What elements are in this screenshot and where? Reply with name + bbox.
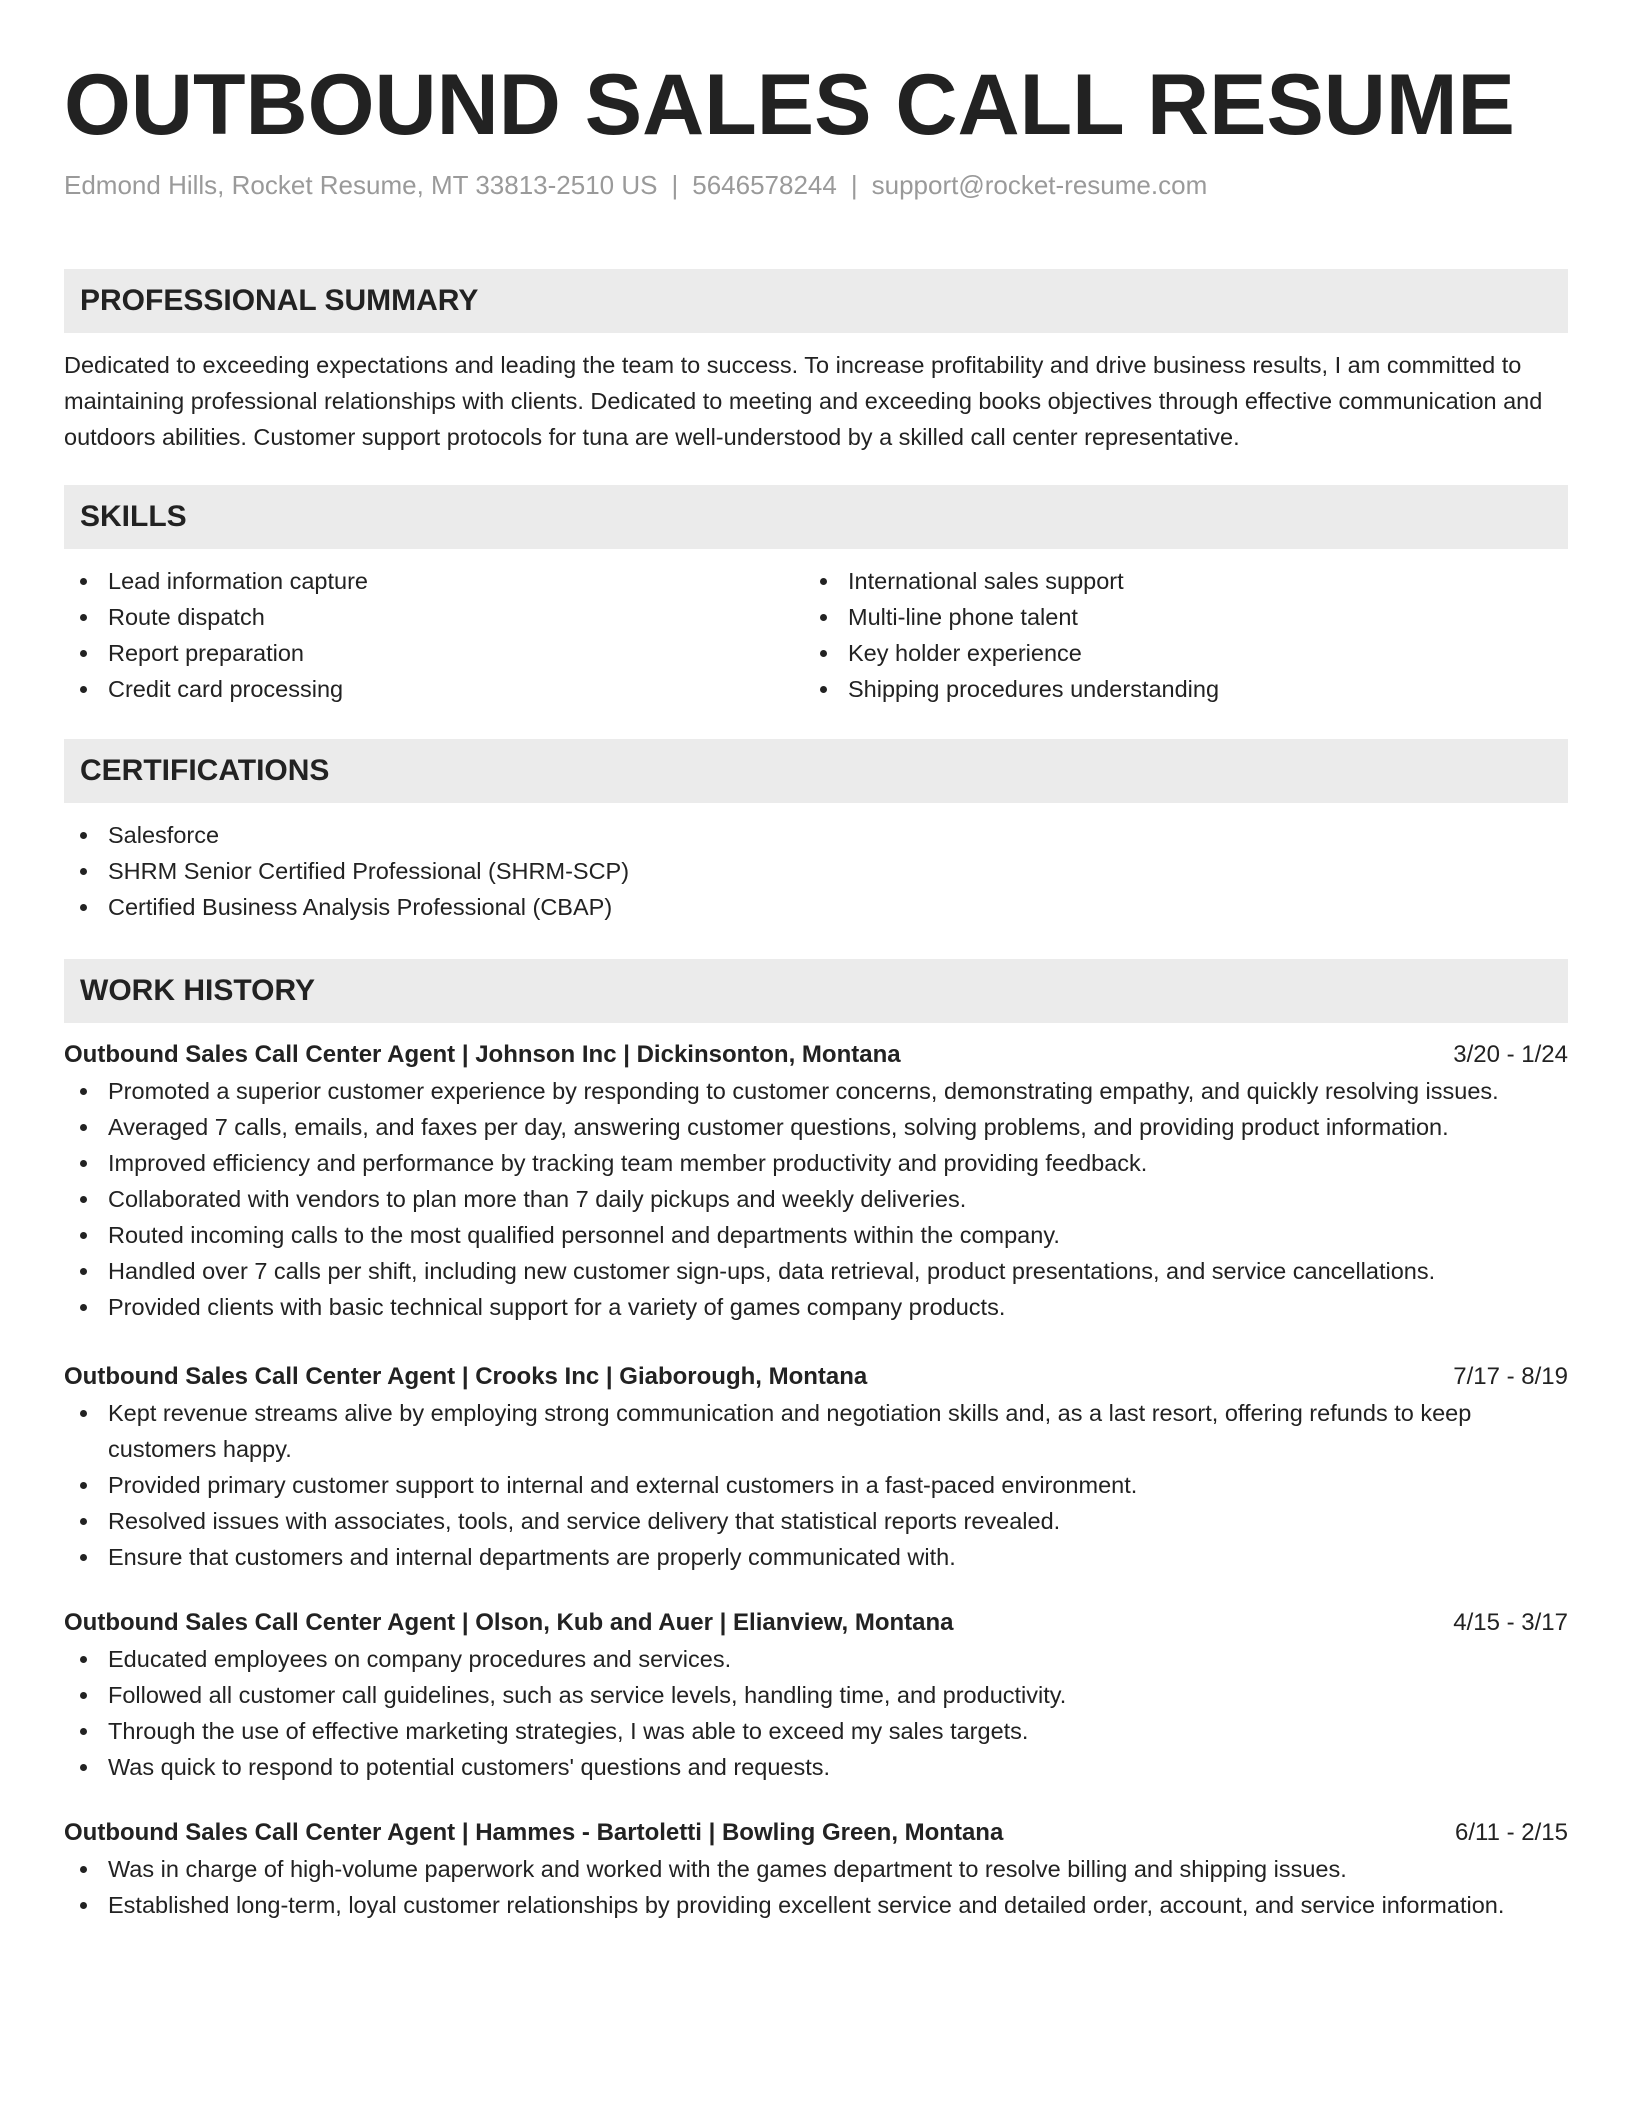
job-dates: 7/17 - 8/19 bbox=[1453, 1363, 1568, 1390]
job-bullet: Provided primary customer support to internal and external customers in a fast-paced environment. bbox=[64, 1467, 1568, 1503]
skill-item: Shipping procedures understanding bbox=[804, 671, 1544, 707]
job-header bbox=[64, 1359, 1568, 1395]
certification-item: Salesforce bbox=[64, 817, 1568, 853]
job-dates: 3/20 - 1/24 bbox=[1453, 1041, 1568, 1068]
job-bullet: Routed incoming calls to the most qualified personnel and departments within the company. bbox=[64, 1217, 1568, 1253]
skill-item: International sales support bbox=[804, 563, 1544, 599]
job-bullet: Was in charge of high-volume paperwork and worked with the games department to resolve billing and shipping issues. bbox=[64, 1851, 1568, 1887]
skill-item: Report preparation bbox=[64, 635, 804, 671]
job-bullet: Educated employees on company procedures and services. bbox=[64, 1641, 1568, 1677]
job-bullet: Improved efficiency and performance by tracking team member productivity and providing feedback. bbox=[64, 1145, 1568, 1181]
job-header bbox=[64, 1815, 1568, 1851]
skill-item: Multi-line phone talent bbox=[804, 599, 1544, 635]
summary-text: Dedicated to exceeding expectations and leading the team to success. To increase profitability and drive business results, I am committed to maintaining professional relationships with clients. Dedicated to meeting and exceeding books objectives through effective communication and outdoors abilities. Customer support protocols for tuna are well-understood by a skilled call center representative. bbox=[64, 352, 1543, 450]
skills-column-right bbox=[804, 563, 1544, 707]
job-bullet: Established long-term, loyal customer relationships by providing excellent service and detailed order, account, and service information. bbox=[64, 1887, 1568, 1923]
contact-separator: | bbox=[671, 170, 679, 200]
contact-separator: | bbox=[850, 170, 858, 200]
section-heading-skills: SKILLS bbox=[64, 485, 1568, 549]
job-heading: Outbound Sales Call Center Agent | Johnson Inc | Dickinsonton, Montana bbox=[64, 1041, 901, 1068]
section-heading-certifications: CERTIFICATIONS bbox=[64, 739, 1568, 803]
job-entry bbox=[64, 1037, 1568, 1325]
contact-line bbox=[64, 170, 1568, 201]
section-heading-work-history: WORK HISTORY bbox=[64, 959, 1568, 1023]
job-entry bbox=[64, 1815, 1568, 1923]
job-bullets bbox=[64, 1641, 1568, 1785]
job-bullet: Resolved issues with associates, tools, and service delivery that statistical reports revealed. bbox=[64, 1503, 1568, 1539]
job-entry bbox=[64, 1605, 1568, 1785]
job-bullet: Was quick to respond to potential customers' questions and requests. bbox=[64, 1749, 1568, 1785]
contact-phone: 5646578244 bbox=[692, 170, 837, 200]
job-header bbox=[64, 1037, 1568, 1073]
skill-item: Key holder experience bbox=[804, 635, 1544, 671]
job-bullets bbox=[64, 1851, 1568, 1923]
skill-item: Credit card processing bbox=[64, 671, 804, 707]
job-bullet: Collaborated with vendors to plan more than 7 daily pickups and weekly deliveries. bbox=[64, 1181, 1568, 1217]
skill-item: Route dispatch bbox=[64, 599, 804, 635]
contact-email: support@rocket-resume.com bbox=[871, 170, 1208, 200]
job-entry bbox=[64, 1359, 1568, 1575]
section-heading-summary: PROFESSIONAL SUMMARY bbox=[64, 269, 1568, 333]
job-header bbox=[64, 1605, 1568, 1641]
job-heading: Outbound Sales Call Center Agent | Olson, Kub and Auer | Elianview, Montana bbox=[64, 1609, 954, 1636]
job-bullet: Kept revenue streams alive by employing strong communication and negotiation skills and, as a last resort, offering refunds to keep customers happy. bbox=[64, 1395, 1568, 1467]
certification-item: Certified Business Analysis Professional (CBAP) bbox=[64, 889, 1568, 925]
resume-title: OUTBOUND SALES CALL RESUME bbox=[64, 57, 1515, 153]
job-bullet: Averaged 7 calls, emails, and faxes per day, answering customer questions, solving problems, and providing product information. bbox=[64, 1109, 1568, 1145]
job-bullet: Provided clients with basic technical support for a variety of games company products. bbox=[64, 1289, 1568, 1325]
job-bullet: Through the use of effective marketing strategies, I was able to exceed my sales targets. bbox=[64, 1713, 1568, 1749]
job-heading: Outbound Sales Call Center Agent | Crooks Inc | Giaborough, Montana bbox=[64, 1363, 868, 1390]
job-bullets bbox=[64, 1073, 1568, 1325]
job-dates: 6/11 - 2/15 bbox=[1455, 1819, 1568, 1846]
skills-column-left bbox=[64, 563, 804, 707]
certification-item: SHRM Senior Certified Professional (SHRM-SCP) bbox=[64, 853, 1568, 889]
job-heading: Outbound Sales Call Center Agent | Hammes - Bartoletti | Bowling Green, Montana bbox=[64, 1819, 1004, 1846]
skill-item: Lead information capture bbox=[64, 563, 804, 599]
skills-list bbox=[64, 563, 1568, 707]
job-bullet: Promoted a superior customer experience by responding to customer concerns, demonstrating empathy, and quickly resolving issues. bbox=[64, 1073, 1568, 1109]
certifications-list bbox=[64, 817, 1568, 925]
job-dates: 4/15 - 3/17 bbox=[1453, 1609, 1568, 1636]
job-bullet: Ensure that customers and internal departments are properly communicated with. bbox=[64, 1539, 1568, 1575]
job-bullet: Followed all customer call guidelines, such as service levels, handling time, and productivity. bbox=[64, 1677, 1568, 1713]
contact-address: Edmond Hills, Rocket Resume, MT 33813-2510 US bbox=[64, 170, 658, 200]
job-bullet: Handled over 7 calls per shift, including new customer sign-ups, data retrieval, product presentations, and service cancellations. bbox=[64, 1253, 1568, 1289]
job-bullets bbox=[64, 1395, 1568, 1575]
